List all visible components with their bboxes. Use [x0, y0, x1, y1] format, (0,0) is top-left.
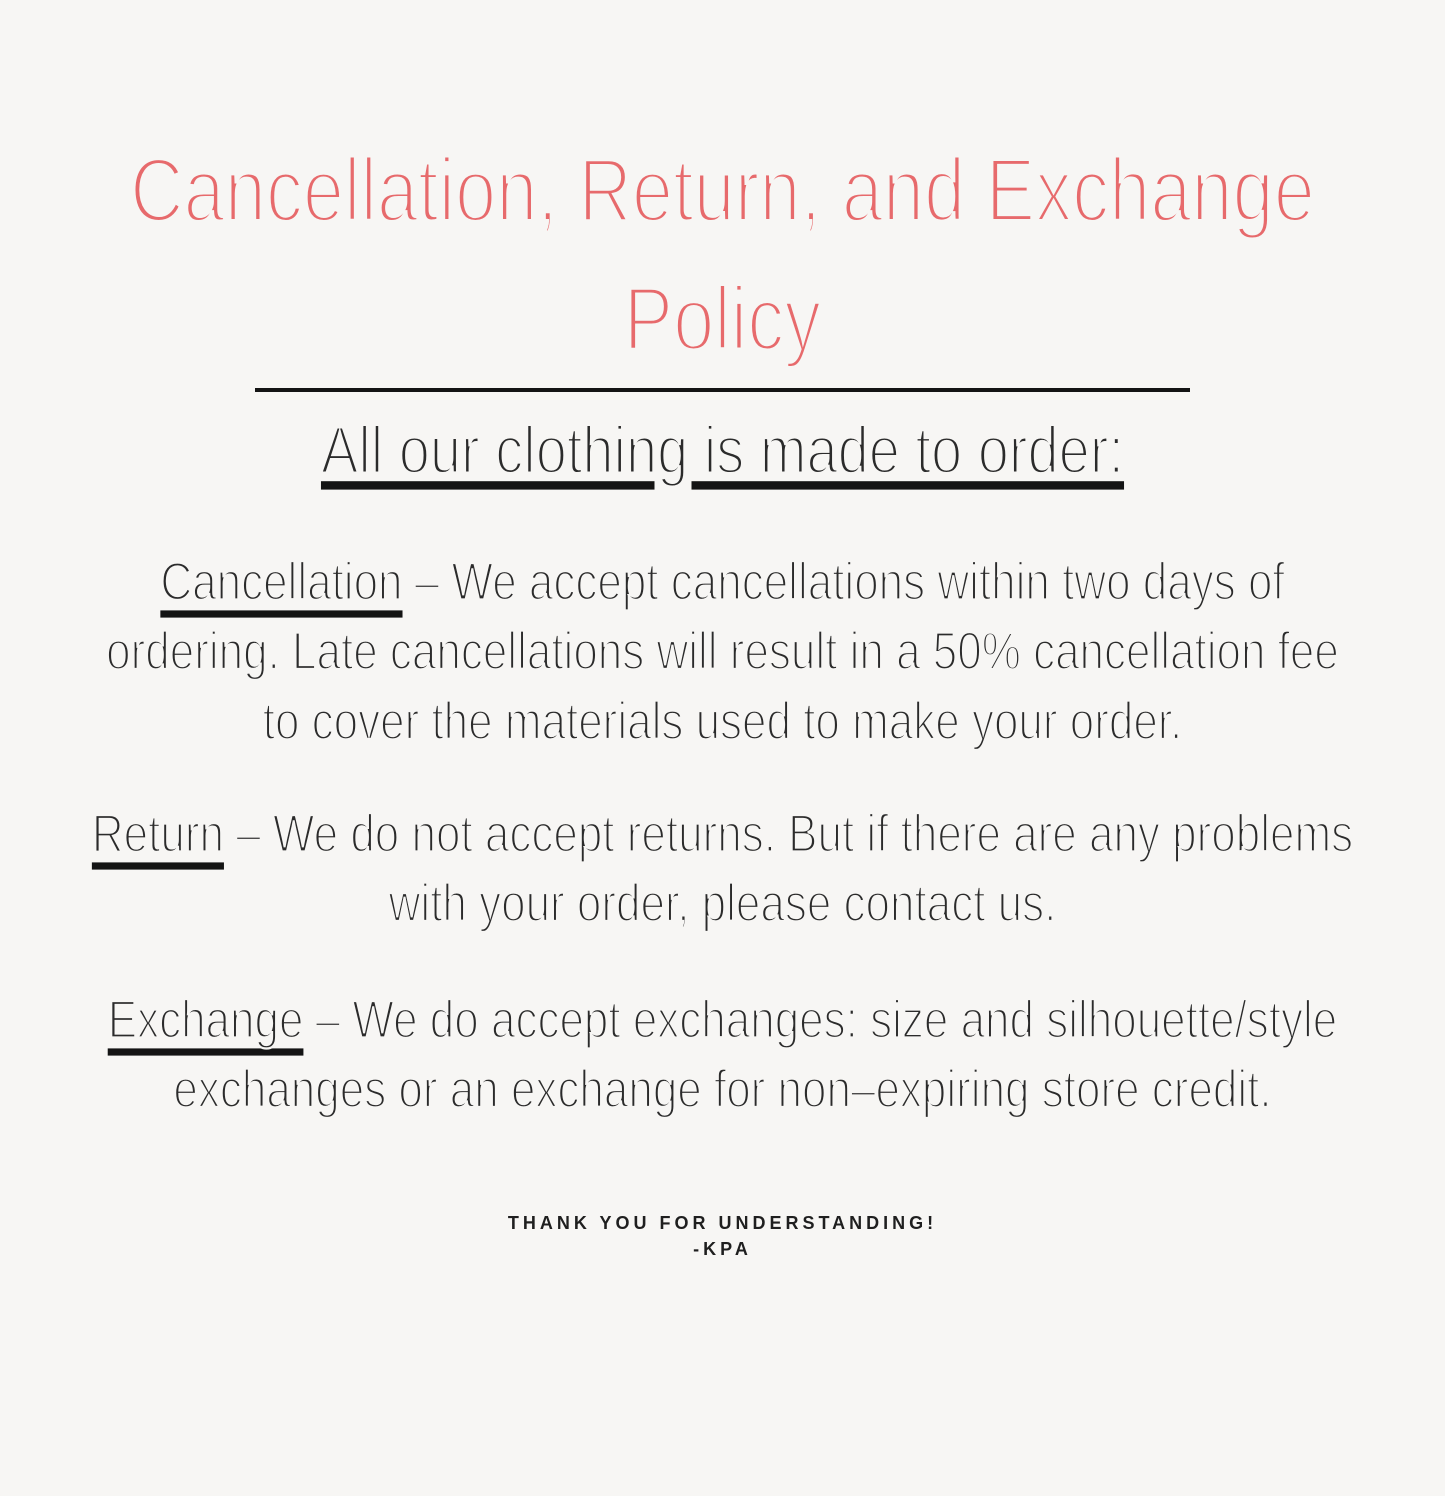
policy-exchange-keyword: Exchange	[107, 990, 304, 1050]
policy-cancellation-text: We accept cancellations within two days of ordering. Late cancellations will result in a 50% cancellation fee to cover the materials used to make your order.	[106, 552, 1339, 751]
policy-exchange	[88, 986, 1358, 1125]
policy-cancellation-separator: –	[414, 552, 440, 612]
policy-return	[88, 800, 1358, 939]
page-title-line2: Policy	[623, 267, 822, 369]
policy-page	[0, 126, 1445, 1496]
title-divider	[255, 388, 1190, 392]
footer	[0, 1210, 1445, 1262]
footer-signature: -KPA	[693, 1239, 752, 1259]
page-title-line1: Cancellation, Return, and Exchange	[130, 139, 1315, 241]
policy-cancellation	[88, 548, 1358, 757]
policy-return-keyword: Return	[91, 804, 224, 864]
subtitle: All our clothing is made to order:	[320, 411, 1125, 488]
policy-return-text: We do not accept returns. But if there are any problems with your order, please contact us.	[272, 804, 1354, 934]
policy-cancellation-keyword: Cancellation	[160, 552, 403, 612]
page-title	[0, 126, 1445, 382]
policy-exchange-text: We do accept exchanges: size and silhouette/style exchanges or an exchange for non–expiring store credit.	[173, 990, 1338, 1120]
policy-return-separator: –	[236, 804, 261, 864]
policy-exchange-separator: –	[315, 990, 341, 1050]
footer-thanks: THANK YOU FOR UNDERSTANDING!	[507, 1213, 938, 1233]
